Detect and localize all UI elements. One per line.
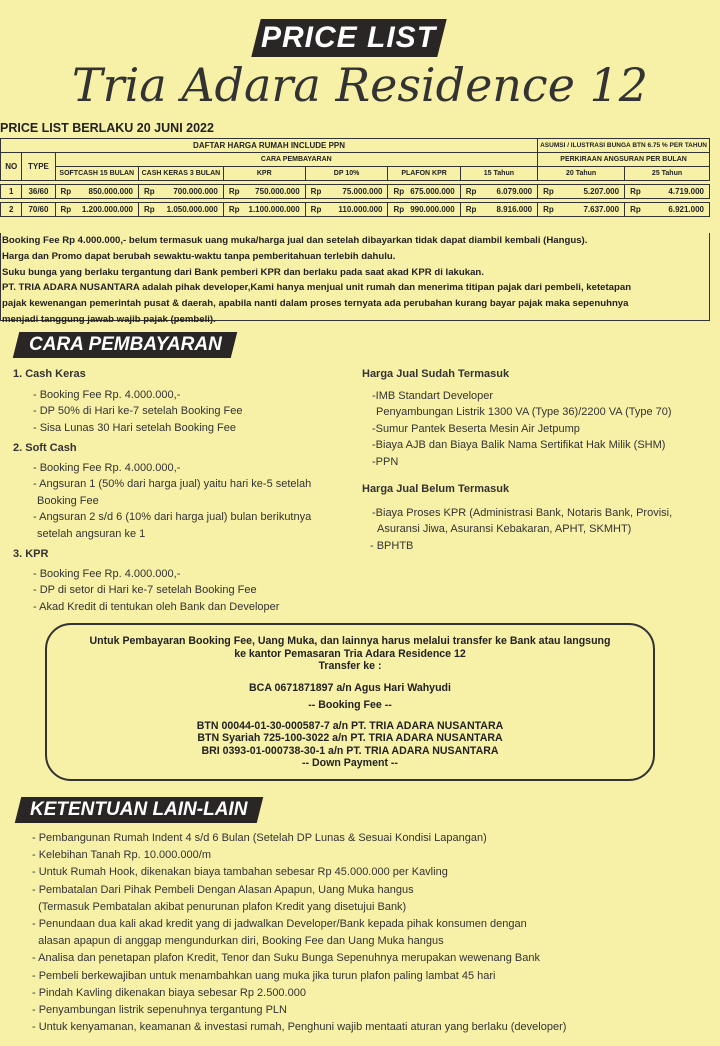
- table-row: [1, 185, 710, 199]
- list-item: - Pembangunan Rumah Indent 4 s/d 6 Bulan (Setelah DP Lunas & Sesuai Kondisi Lapangan): [32, 832, 487, 844]
- price-cell: Rp 5.207.000: [538, 185, 625, 199]
- list-item: - Booking Fee Rp. 4.000.000,-: [33, 388, 181, 401]
- list-item: - Angsuran 2 s/d 6 (10% dari harga jual) bulan berikutnya: [33, 511, 312, 523]
- table-title: DAFTAR HARGA RUMAH INCLUDE PPN: [1, 139, 538, 153]
- col-header: KPR: [223, 167, 305, 181]
- list-item: - Booking Fee Rp. 4.000.000,-: [33, 461, 181, 474]
- list-item: - DP di setor di Hari ke-7 setelah Booking Fee: [33, 584, 257, 596]
- termasuk-title: Harga Jual Sudah Termasuk: [362, 368, 510, 380]
- table-row: [1, 203, 710, 217]
- price-cell: Rp 75.000.000: [305, 185, 388, 199]
- list-item: - Booking Fee Rp. 4.000.000,-: [33, 567, 181, 580]
- note-line: menjadi tanggung jawab wajib pajak (pembeli).: [2, 313, 216, 325]
- down-payment-label: -- Down Payment --: [302, 757, 398, 769]
- list-item: - Angsuran 1 (50% dari harga jual) yaitu hari ke-5 setelah: [33, 478, 312, 490]
- valid-date: PRICE LIST BERLAKU 20 JUNI 2022: [0, 121, 214, 135]
- list-item: - Pembeli berkewajiban untuk menambahkan uang muka jika turun plafon paling lambat 45 hari: [32, 969, 496, 982]
- col-header: CASH KERAS 3 BULAN: [139, 167, 224, 181]
- list-item: - DP 50% di Hari ke-7 setelah Booking Fee: [33, 405, 243, 417]
- btn-account: BTN 00044-01-30-000587-7 a/n PT. TRIA ADARA NUSANTARA: [196, 719, 504, 732]
- row-type: 36/60: [22, 185, 55, 199]
- list-item: - Kelebihan Tanah Rp. 10.000.000/m: [32, 849, 211, 862]
- table-assumption: ASUMSI / ILUSTRASI BUNGA BTN 6.75 % PER TAHUN: [538, 139, 710, 153]
- list-item: Penyambungan Listrik 1300 VA (Type 36)/2200 VA (Type 70): [376, 406, 672, 418]
- residence-title: Tria Adara Residence 12: [71, 58, 649, 112]
- ketentuan-banner: KETENTUAN LAIN-LAIN: [15, 797, 263, 823]
- price-list-banner: PRICE LIST: [251, 19, 446, 57]
- list-item: -Biaya Proses KPR (Administrasi Bank, Notaris Bank, Provisi,: [372, 506, 673, 519]
- bank-transfer-box: [45, 623, 655, 781]
- price-cell: Rp 4.719.000: [625, 185, 710, 199]
- price-cell: Rp 1.200.000.000: [55, 203, 139, 217]
- booking-label: -- Booking Fee --: [308, 699, 392, 711]
- price-cell: Rp 7.637.000: [538, 203, 625, 217]
- list-item: Booking Fee: [37, 494, 99, 507]
- list-item: -IMB Standart Developer: [372, 389, 494, 402]
- cash-keras-title: 1. Cash Keras: [13, 368, 86, 380]
- soft-cash-title: 2. Soft Cash: [13, 442, 77, 454]
- col-header: 20 Tahun: [538, 167, 625, 181]
- col-header: SOFTCASH 15 BULAN: [55, 167, 139, 181]
- kpr-title: 3. KPR: [13, 548, 49, 560]
- col-header: DP 10%: [305, 167, 388, 181]
- price-cell: Rp 990.000.000: [388, 203, 460, 217]
- col-no: NO: [1, 153, 22, 181]
- terms-list: [32, 830, 566, 1036]
- cara-pembayaran-banner: CARA PEMBAYARAN: [13, 332, 237, 358]
- harga-section: [362, 366, 712, 554]
- notes-box: [0, 233, 710, 325]
- angsuran-header: PERKIRAAN ANGSURAN PER BULAN: [538, 153, 710, 167]
- price-cell: Rp 675.000.000: [388, 185, 460, 199]
- list-item: - Sisa Lunas 30 Hari setelah Booking Fee: [33, 421, 237, 434]
- note-line: Harga dan Promo dapat berubah sewaktu-waktu tanpa pemberitahuan terlebih dahulu.: [2, 250, 396, 262]
- list-item: - Penundaan dua kali akad kredit yang di jadwalkan Developer/Bank kepada pihak konsumen dengan: [32, 918, 527, 931]
- payment-methods: [13, 366, 353, 615]
- list-item: Asuransi Jiwa, Asuransi Kebakaran, APHT, SKMHT): [377, 523, 632, 535]
- list-item: alasan apapun di anggap mengundurkan diri, Booking Fee dan Uang Muka hangus: [32, 935, 444, 948]
- list-item: -Biaya AJB dan Biaya Balik Nama Sertifikat Hak Milik (SHM): [372, 439, 666, 451]
- col-header: 25 Tahun: [625, 167, 710, 181]
- list-item: - Penyambungan listrik sepenuhnya tergantung PLN: [32, 1004, 287, 1017]
- list-item: -Sumur Pantek Beserta Mesin Air Jetpump: [372, 422, 580, 435]
- column-headers: [1, 167, 710, 181]
- col-type: TYPE: [22, 153, 55, 181]
- bank-line: ke kantor Pemasaran Tria Adara Residence 12: [234, 647, 466, 660]
- note-line: Booking Fee Rp 4.000.000,- belum termasuk uang muka/harga jual dan setelah dibayarkan tidak dapat diambil kembali (Hangus).: [2, 235, 588, 246]
- row-no: 2: [1, 203, 22, 217]
- list-item: - Untuk kenyamanan, keamanan & investasi rumah, Penghuni wajib mentaati aturan yang berlaku (developer): [32, 1021, 567, 1034]
- list-item: (Termasuk Pembatalan akibat penurunan plafon Kredit yang disetujui Bank): [32, 900, 407, 913]
- list-item: - Untuk Rumah Hook, dikenakan biaya tambahan sebesar Rp 45.000.000 per Kavling: [32, 866, 448, 879]
- price-cell: Rp 1.100.000.000: [223, 203, 305, 217]
- list-item: - Pindah Kavling dikenakan biaya sebesar Rp 2.500.000: [32, 986, 306, 999]
- price-cell: Rp 850.000.000: [55, 185, 139, 199]
- list-item: -PPN: [372, 455, 399, 468]
- price-cell: Rp 6.079.000: [460, 185, 537, 199]
- note-line: pajak kewenangan pemerintah pusat & daerah, apabila nanti dalam proses ternyata ada perubahan kurang bayar pajak maka sepenuhnya: [2, 298, 629, 310]
- row-type: 70/60: [22, 203, 55, 217]
- note-line: Suku bunga yang berlaku tergantung dari Bank pemberi KPR dan berlaku pada saat akad KPR di lakukan.: [2, 266, 484, 278]
- list-item: - Analisa dan penetapan plafon Kredit, Tenor dan Suku Bunga Sepenuhnya merupakan wewenang Bank: [32, 952, 541, 965]
- list-item: setelah angsuran ke 1: [37, 527, 146, 540]
- price-cell: Rp 700.000.000: [139, 185, 224, 199]
- bank-line: Transfer ke :: [318, 660, 382, 672]
- bca-account: BCA 0671871897 a/n Agus Hari Wahyudi: [249, 681, 451, 694]
- price-cell: Rp 6.921.000: [625, 203, 710, 217]
- list-item: - Akad Kredit di tentukan oleh Bank dan Developer: [33, 600, 280, 613]
- note-line: PT. TRIA ADARA NUSANTARA adalah pihak developer,Kami hanya menjual unit rumah dan menerima titipan pajak dari pembeli, ketetapan: [2, 282, 632, 294]
- list-item: - Pembatalan Dari Pihak Pembeli Dengan Alasan Apapun, Uang Muka hangus: [32, 883, 414, 896]
- btn-syariah-account: BTN Syariah 725-100-3022 a/n PT. TRIA ADARA NUSANTARA: [197, 732, 503, 744]
- bank-line: Untuk Pembayaran Booking Fee, Uang Muka, dan lainnya harus melalui transfer ke Bank atau langsung: [89, 635, 611, 647]
- col-header: 15 Tahun: [460, 167, 537, 181]
- price-cell: Rp 750.000.000: [223, 185, 305, 199]
- price-cell: Rp 8.916.000: [460, 203, 537, 217]
- price-cell: Rp 110.000.000: [305, 203, 388, 217]
- list-item: - BPHTB: [370, 539, 414, 552]
- price-cell: Rp 1.050.000.000: [139, 203, 224, 217]
- cara-header: CARA PEMBAYARAN: [55, 153, 538, 167]
- price-table: [0, 138, 710, 217]
- bri-account: BRI 0393-01-000738-30-1 a/n PT. TRIA ADARA NUSANTARA: [201, 744, 499, 757]
- belum-title: Harga Jual Belum Termasuk: [362, 483, 510, 495]
- row-no: 1: [1, 185, 22, 199]
- col-header: PLAFON KPR: [388, 167, 460, 181]
